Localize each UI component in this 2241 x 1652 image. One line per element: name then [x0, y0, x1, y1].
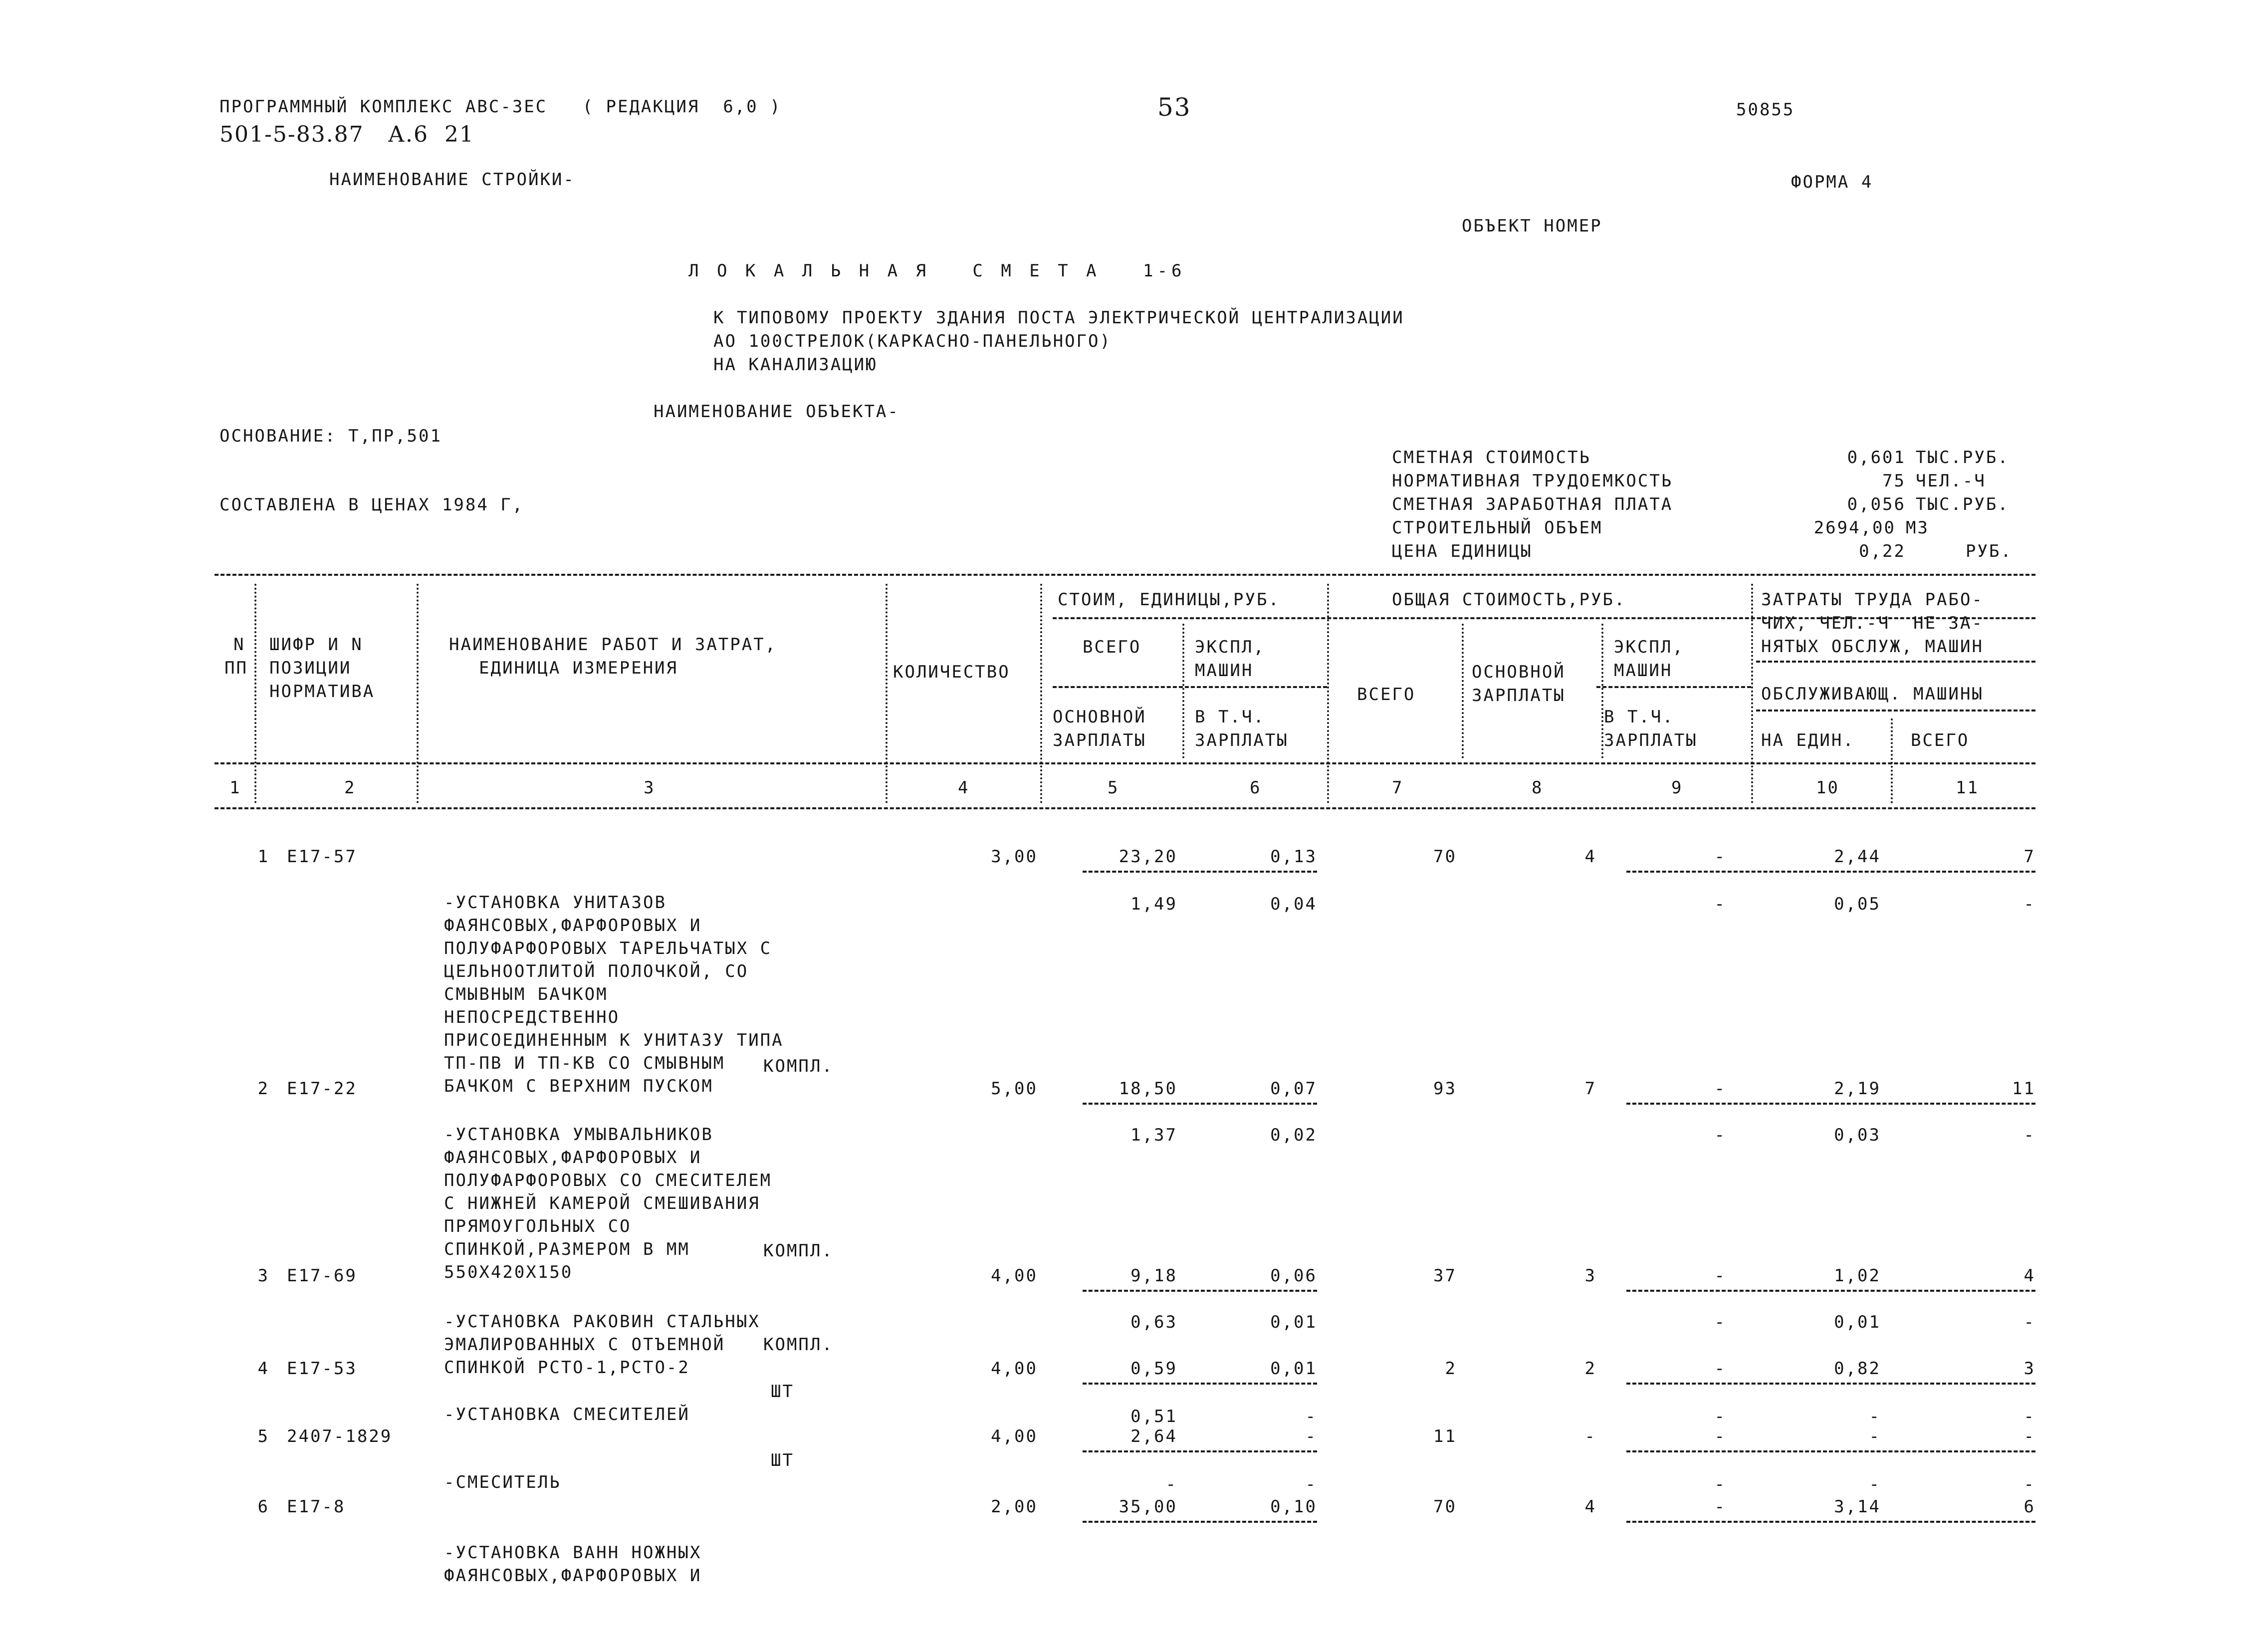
summary-label: СМЕТНАЯ ЗАРАБОТНАЯ ПЛАТА	[1392, 494, 1673, 514]
subtitle-line-1: К ТИПОВОМУ ПРОЕКТУ ЗДАНИЯ ПОСТА ЭЛЕКТРИЧЕСКОЙ ЦЕНТРАЛИЗАЦИИ	[713, 308, 1404, 328]
handwritten-reference: 501-5-83.87 А.6 21	[220, 122, 474, 147]
cell-rule	[1626, 1521, 2035, 1523]
row-unit-machine: 0,06	[1270, 1266, 1317, 1286]
column-divider	[886, 584, 888, 803]
col-n-label: ПП	[224, 658, 248, 678]
program-title: ПРОГРАММНЫЙ КОМПЛЕКС АВС-ЗЕС ( РЕДАКЦИЯ 6,0 )	[220, 97, 782, 117]
numbers-bottom-rule	[215, 807, 2035, 809]
row-unit-wage: -	[1165, 1474, 1177, 1494]
row-code: Е17-8	[287, 1497, 346, 1517]
row-total-wage: -	[1584, 1426, 1596, 1446]
row-labor-unit: 3,14	[1834, 1497, 1881, 1517]
column-number: 1	[229, 778, 241, 798]
row-total-machine-wage: -	[1714, 1125, 1726, 1145]
row-labor-unit-machine: 0,03	[1834, 1125, 1881, 1145]
row-unit-machine-wage: -	[1305, 1474, 1317, 1494]
page-number: 53	[1157, 93, 1191, 122]
row-labor-total: 11	[2012, 1079, 2035, 1099]
cell-rule	[1083, 1383, 1317, 1385]
column-number: 8	[1532, 778, 1544, 798]
row-labor-unit-machine: -	[1869, 1407, 1881, 1426]
column-number: 4	[958, 778, 970, 798]
row-total-wage: 4	[1584, 1497, 1596, 1517]
object-name-label: НАИМЕНОВАНИЕ ОБЪЕКТА-	[654, 402, 899, 422]
row-labor-unit: 2,19	[1834, 1079, 1881, 1099]
row-total: 37	[1433, 1266, 1457, 1286]
cell-rule	[1083, 871, 1317, 873]
row-total: 70	[1433, 1497, 1457, 1517]
row-unit-machine-wage: 0,02	[1270, 1125, 1317, 1145]
document-number: 50855	[1736, 100, 1795, 120]
row-unit-machine-wage: -	[1305, 1407, 1317, 1426]
col-total-machine-wage-label: ЗАРПЛАТЫ	[1604, 730, 1698, 750]
prices-label: СОСТАВЛЕНА В ЦЕНАХ 1984 Г,	[220, 495, 524, 515]
row-unit-machine: 0,07	[1270, 1079, 1317, 1099]
row-total: 2	[1445, 1359, 1457, 1379]
subtitle-line-2: АО 100СТРЕЛОК(КАРКАСНО-ПАНЕЛЬНОГО)	[713, 331, 1112, 351]
summary-value: 75	[1882, 471, 1906, 491]
row-number: 3	[257, 1266, 269, 1286]
row-total-machine-wage: -	[1714, 1474, 1726, 1494]
row-description: -СМЕСИТЕЛЬ	[444, 1472, 561, 1492]
row-unit: КОМПЛ.	[763, 1056, 834, 1076]
row-quantity: 5,00	[991, 1079, 1038, 1099]
column-number: 11	[1956, 778, 1979, 798]
row-total-machine: -	[1714, 1426, 1726, 1446]
row-labor-total: 7	[2023, 847, 2035, 867]
row-description: -УСТАНОВКА РАКОВИН СТАЛЬНЫХ ЭМАЛИРОВАННЫХ С ОТЪЕМНОЙ СПИНКОЙ РСТО-1,РСТО-2	[444, 1312, 760, 1378]
row-code: Е17-57	[287, 847, 357, 867]
summary-value: 0,601	[1847, 448, 1906, 468]
column-divider	[1040, 584, 1042, 803]
row-labor-total-machine: -	[2023, 1407, 2035, 1426]
row-total: 11	[1433, 1426, 1457, 1446]
column-divider	[1891, 718, 1893, 803]
col-unit-total-label: ВСЕГО	[1083, 637, 1141, 657]
summary-unit: ТЫС.РУБ.	[1916, 448, 2010, 468]
column-number: 9	[1671, 778, 1683, 798]
row-number: 4	[257, 1359, 269, 1379]
col-total-machine-label: ЭКСПЛ,	[1614, 637, 1684, 657]
row-quantity: 4,00	[991, 1426, 1038, 1446]
col-n-label: N	[233, 635, 245, 655]
column-divider	[1182, 624, 1184, 758]
row-total-machine: -	[1714, 1359, 1726, 1379]
cell-rule	[1626, 1290, 2035, 1292]
row-total-wage: 7	[1584, 1079, 1596, 1099]
row-labor-unit: 0,82	[1834, 1359, 1881, 1379]
row-total: 93	[1433, 1079, 1457, 1099]
cell-rule	[1626, 1450, 2035, 1452]
row-total-machine: -	[1714, 1266, 1726, 1286]
row-unit-machine: -	[1305, 1426, 1317, 1446]
summary-unit: РУБ.	[1966, 541, 2013, 561]
cell-rule	[1626, 1383, 2035, 1385]
header-bottom-rule	[215, 762, 2035, 764]
object-number-label: ОБЪЕКТ НОМЕР	[1462, 216, 1602, 236]
row-code: 2407-1829	[287, 1426, 393, 1446]
row-unit-machine: 0,13	[1270, 847, 1317, 867]
row-number: 2	[257, 1079, 269, 1099]
row-total: 70	[1433, 847, 1457, 867]
summary-label: СТРОИТЕЛЬНЫЙ ОБЪЕМ	[1392, 518, 1603, 538]
row-unit-wage: 0,63	[1130, 1312, 1177, 1332]
row-total-machine: -	[1714, 1497, 1726, 1517]
column-divider	[254, 584, 256, 803]
row-total-machine: -	[1714, 847, 1726, 867]
cell-rule	[1083, 1450, 1317, 1452]
row-unit-machine-wage: 0,04	[1270, 894, 1317, 914]
col-total-wage-label: ЗАРПЛАТЫ	[1472, 686, 1566, 706]
labor-group-label: ЧИХ, ЧЕЛ.-Ч НЕ ЗА-	[1761, 613, 1984, 633]
col-qty-label: КОЛИЧЕСТВО	[893, 662, 1010, 682]
cell-rule	[1083, 1103, 1317, 1105]
row-total-machine-wage: -	[1714, 1407, 1726, 1426]
col-unit-machine-label: ЭКСПЛ,	[1195, 637, 1265, 657]
summary-label: ЦЕНА ЕДИНИЦЫ	[1392, 541, 1533, 561]
column-number: 2	[344, 778, 356, 798]
unit-cost-group-label: СТОИМ, ЕДИНИЦЫ,РУБ.	[1058, 590, 1280, 610]
summary-label: НОРМАТИВНАЯ ТРУДОЕМКОСТЬ	[1392, 471, 1673, 491]
total-cost-group-label: ОБЩАЯ СТОИМОСТЬ,РУБ.	[1392, 590, 1626, 610]
row-number: 1	[257, 847, 269, 867]
row-labor-total-machine: -	[2023, 1125, 2035, 1145]
col-code-label: ПОЗИЦИИ	[269, 658, 352, 678]
column-number: 5	[1108, 778, 1120, 798]
column-divider	[1462, 624, 1464, 758]
summary-value: 0,22	[1859, 541, 1906, 561]
summary-value: 2694,00	[1813, 518, 1896, 538]
row-unit-wage: 1,37	[1130, 1125, 1177, 1145]
header-inner-rule	[1756, 661, 2035, 663]
row-labor-total: 4	[2023, 1266, 2035, 1286]
row-total-machine: -	[1714, 1079, 1726, 1099]
column-number: 3	[644, 778, 656, 798]
row-code: Е17-22	[287, 1079, 357, 1099]
row-total-machine-wage: -	[1714, 1312, 1726, 1332]
basis-label: ОСНОВАНИЕ: Т,ПР,501	[220, 426, 442, 446]
row-code: Е17-53	[287, 1359, 357, 1379]
col-total-label: ВСЕГО	[1357, 685, 1416, 705]
row-labor-total-machine: -	[2023, 1474, 2035, 1494]
row-labor-total-machine: -	[2023, 1312, 2035, 1332]
column-number: 7	[1392, 778, 1404, 798]
labor-sub-label: ОБСЛУЖИВАЮЩ. МАШИНЫ	[1761, 684, 1984, 704]
column-number: 10	[1816, 778, 1839, 798]
row-total-machine-wage: -	[1714, 894, 1726, 914]
row-number: 6	[257, 1497, 269, 1517]
col-total-machine-label: МАШИН	[1614, 661, 1673, 681]
cell-rule	[1626, 1103, 2035, 1105]
summary-value: 0,056	[1847, 494, 1906, 514]
row-unit: ШТ	[771, 1450, 794, 1470]
row-number: 5	[257, 1426, 269, 1446]
row-description: -УСТАНОВКА УНИТАЗОВ ФАЯНСОВЫХ,ФАРФОРОВЫХ И ПОЛУФАРФОРОВЫХ ТАРЕЛЬЧАТЫХ С ЦЕЛЬНООТЛИТОЙ ПОЛОЧКОЙ, СО СМЫВНЫМ БАЧКОМ НЕПОСРЕДСТВЕННО ПРИСОЕДИНЕННЫМ К УНИТАЗУ ТИПА ТП-ПВ И ТП-КВ СО СМЫВНЫМ БАЧКОМ С ВЕРХНИМ ПУСКОМ	[444, 893, 784, 1096]
labor-group-label: ЗАТРАТЫ ТРУДА РАБО-	[1761, 590, 1984, 610]
cell-rule	[1626, 871, 2035, 873]
col-code-label: НОРМАТИВА	[269, 682, 375, 702]
col-unit-machine-label: МАШИН	[1195, 661, 1254, 681]
col-name-label: НАИМЕНОВАНИЕ РАБОТ И ЗАТРАТ,	[449, 635, 777, 655]
row-unit-wage: 1,49	[1130, 894, 1177, 914]
col-unit-machine-wage-label: ЗАРПЛАТЫ	[1195, 730, 1289, 750]
form-label: ФОРМА 4	[1791, 172, 1873, 192]
row-labor-unit-machine: -	[1869, 1474, 1881, 1494]
row-total-wage: 4	[1584, 847, 1596, 867]
row-labor-total: 6	[2023, 1497, 2035, 1517]
col-labor-total-label: ВСЕГО	[1911, 730, 1970, 750]
column-divider	[417, 584, 419, 803]
summary-label: СМЕТНАЯ СТОИМОСТЬ	[1392, 448, 1591, 468]
row-quantity: 3,00	[991, 847, 1038, 867]
row-labor-unit-machine: 0,05	[1834, 894, 1881, 914]
row-labor-total: -	[2023, 1426, 2035, 1446]
row-unit: КОМПЛ.	[763, 1241, 834, 1261]
row-unit-total: 23,20	[1119, 847, 1177, 867]
col-unit-wage-label: ЗАРПЛАТЫ	[1053, 730, 1146, 750]
col-name-label: ЕДИНИЦА ИЗМЕРЕНИЯ	[479, 658, 678, 678]
row-unit-wage: 0,51	[1130, 1407, 1177, 1426]
row-description: -УСТАНОВКА ВАНН НОЖНЫХ ФАЯНСОВЫХ,ФАРФОРОВЫХ И	[444, 1543, 702, 1586]
summary-unit: М3	[1906, 518, 1929, 538]
col-total-machine-wage-label: В Т.Ч.	[1604, 707, 1674, 727]
row-quantity: 2,00	[991, 1497, 1038, 1517]
row-total-wage: 3	[1584, 1266, 1596, 1286]
row-unit: ШТ	[771, 1382, 794, 1402]
header-inner-rule	[1053, 686, 1327, 688]
row-labor-unit: 2,44	[1834, 847, 1881, 867]
row-unit: КОМПЛ.	[763, 1335, 834, 1355]
row-unit-total: 35,00	[1119, 1497, 1177, 1517]
header-inner-rule	[1596, 686, 1751, 688]
col-code-label: ШИФР И N	[269, 635, 363, 655]
column-divider	[1327, 584, 1329, 803]
construction-name-label: НАИМЕНОВАНИЕ СТРОЙКИ-	[329, 170, 575, 190]
col-unit-wage-label: ОСНОВНОЙ	[1053, 707, 1146, 727]
row-unit-total: 0,59	[1130, 1359, 1177, 1379]
row-unit-total: 18,50	[1119, 1079, 1177, 1099]
column-number: 6	[1250, 778, 1262, 798]
col-labor-unit-label: НА ЕДИН.	[1761, 730, 1855, 750]
subtitle-line-3: НА КАНАЛИЗАЦИЮ	[713, 355, 878, 375]
row-unit-total: 2,64	[1130, 1426, 1177, 1446]
col-total-wage-label: ОСНОВНОЙ	[1472, 662, 1566, 682]
column-divider	[1601, 624, 1603, 758]
summary-unit: ЧЕЛ.-Ч	[1916, 471, 1986, 491]
cell-rule	[1083, 1521, 1317, 1523]
document-title: Л О К А Л Ь Н А Я С М Е Т А 1-6	[688, 261, 1186, 281]
row-labor-total-machine: -	[2023, 894, 2035, 914]
table-top-rule	[215, 574, 2035, 576]
row-total-wage: 2	[1584, 1359, 1596, 1379]
labor-group-label: НЯТЫХ ОБСЛУЖ, МАШИН	[1761, 637, 1984, 657]
row-labor-unit: 1,02	[1834, 1266, 1881, 1286]
column-divider	[1751, 584, 1753, 803]
summary-unit: ТЫС.РУБ.	[1916, 494, 2010, 514]
cell-rule	[1083, 1290, 1317, 1292]
row-labor-unit-machine: 0,01	[1834, 1312, 1881, 1332]
col-unit-machine-wage-label: В Т.Ч.	[1195, 707, 1265, 727]
row-unit-machine-wage: 0,01	[1270, 1312, 1317, 1332]
header-inner-rule	[1756, 709, 2035, 711]
row-description: -УСТАНОВКА СМЕСИТЕЛЕЙ	[444, 1405, 690, 1424]
row-unit-machine: 0,01	[1270, 1359, 1317, 1379]
row-unit-total: 9,18	[1130, 1266, 1177, 1286]
row-description: -УСТАНОВКА УМЫВАЛЬНИКОВ ФАЯНСОВЫХ,ФАРФОРОВЫХ И ПОЛУФАРФОРОВЫХ СО СМЕСИТЕЛЕМ С НИЖНЕЙ КАМЕРОЙ СМЕШИВАНИЯ ПРЯМОУГОЛЬНЫХ СО СПИНКОЙ,РАЗМЕРОМ В ММ 550Х420Х150	[444, 1125, 772, 1282]
row-code: Е17-69	[287, 1266, 357, 1286]
row-labor-unit: -	[1869, 1426, 1881, 1446]
row-quantity: 4,00	[991, 1359, 1038, 1379]
row-labor-total: 3	[2023, 1359, 2035, 1379]
row-quantity: 4,00	[991, 1266, 1038, 1286]
row-unit-machine: 0,10	[1270, 1497, 1317, 1517]
